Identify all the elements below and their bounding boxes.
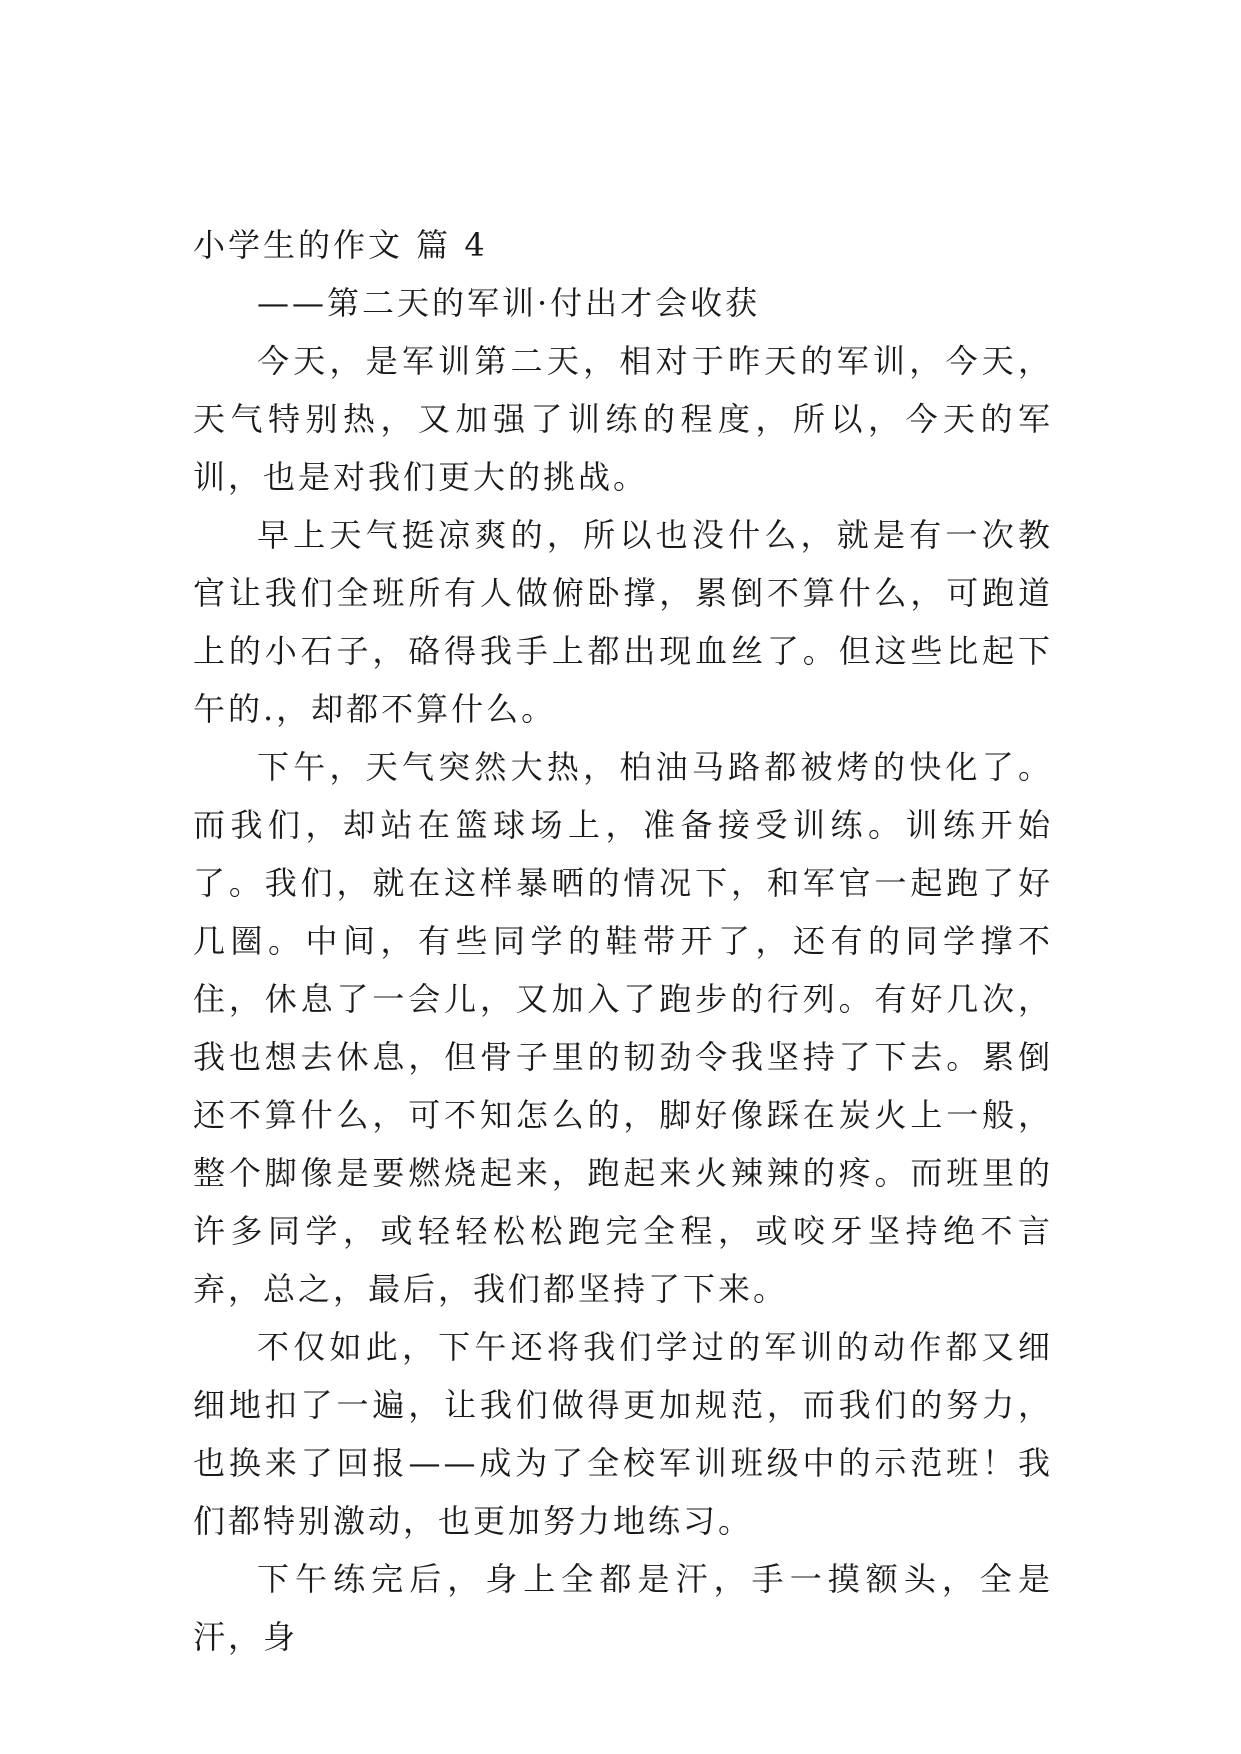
document-subtitle: ——第二天的军训·付出才会收获 [257, 284, 761, 322]
paragraph: 下午，天气突然大热，柏油马路都被烤的快化了。而我们，却站在篮球场上，准备接受训练。训练开始了。我们，就在这样暴晒的情况下，和军官一起跑了好几圈。中间，有些同学的鞋带开了，还有的同学撑不住，休息了一会儿，又加入了跑步的行列。有好几次，我也想去休息，但骨子里的韧劲令我坚持了下去。累倒还不算什么，可不知怎么的，脚好像踩在炭火上一般，整个脚像是要燃烧起来，跑起来火辣辣的疼。而班里的许多同学，或轻轻松松跑完全程，或咬牙坚持绝不言弃，总之，最后，我们都坚持了下来。 [193, 748, 1053, 1308]
paragraph: 早上天气挺凉爽的，所以也没什么，就是有一次教官让我们全班所有人做俯卧撑，累倒不算什么，可跑道上的小石子，硌得我手上都出现血丝了。但这些比起下午的.，却都不算什么。 [193, 516, 1053, 728]
paragraph: 不仅如此，下午还将我们学过的军训的动作都又细细地扣了一遍，让我们做得更加规范，而我们的努力，也换来了回报——成为了全校军训班级中的示范班！我们都特别激动，也更加努力地练习。 [193, 1328, 1053, 1540]
document-title: 小学生的作文 篇 4 [193, 226, 488, 264]
paragraph: 今天，是军训第二天，相对于昨天的军训，今天，天气特别热，又加强了训练的程度，所以，今天的军训，也是对我们更大的挑战。 [193, 342, 1053, 496]
paragraph: 下午练完后，身上全都是汗，手一摸额头，全是汗，身 [193, 1560, 1053, 1656]
document-body [193, 216, 1053, 1666]
